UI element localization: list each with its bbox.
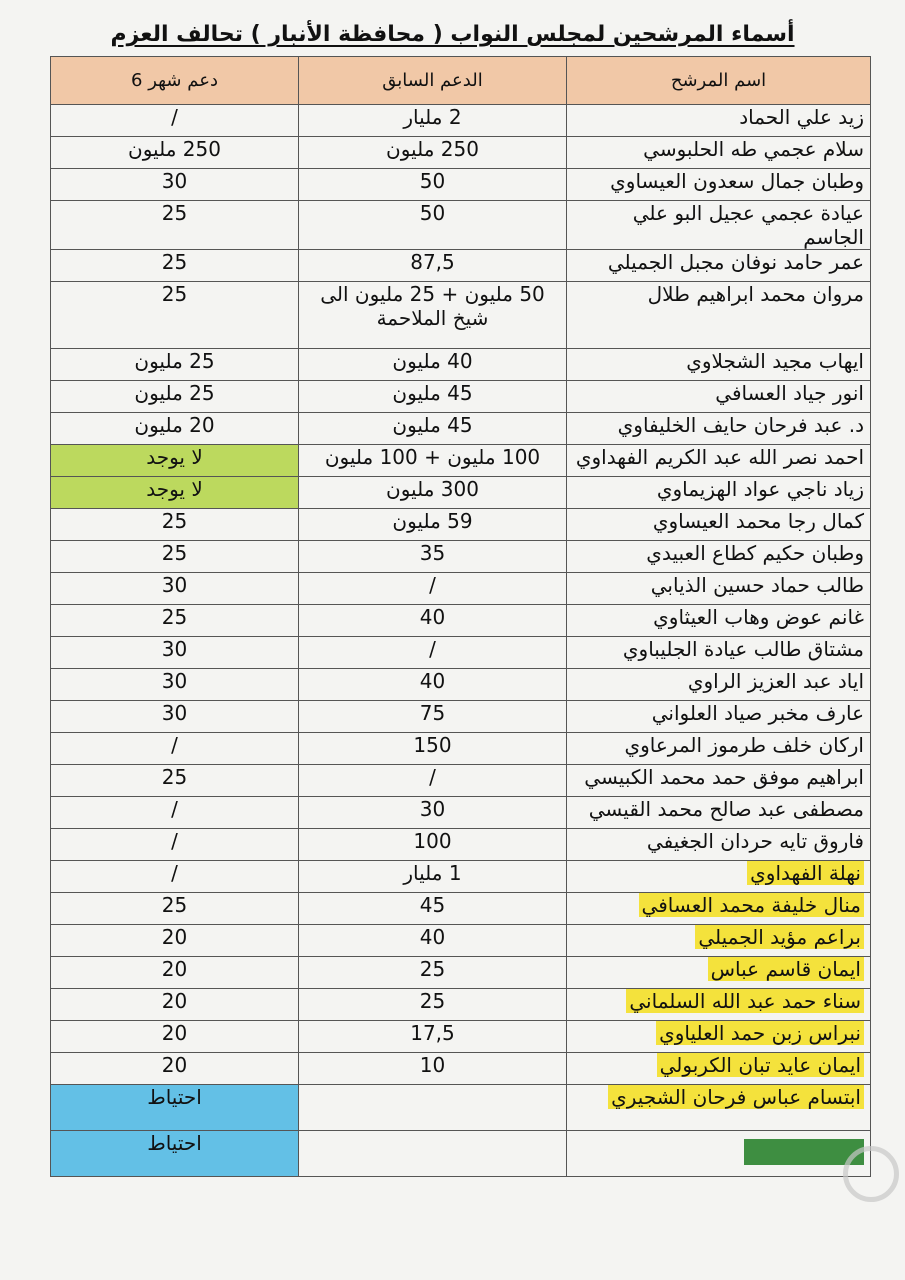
table-row xyxy=(51,829,871,861)
previous-support: 45 مليون xyxy=(299,381,567,413)
candidate-name: اركان خلف طرموز المرعاوي xyxy=(567,733,871,765)
candidate-name: وطبان حكيم كطاع العبيدي xyxy=(567,541,871,573)
six-month-support: لا يوجد xyxy=(51,445,299,477)
previous-support: / xyxy=(299,637,567,669)
six-month-support: 20 xyxy=(51,1053,299,1085)
six-month-support: 25 xyxy=(51,201,299,250)
candidate-name: براعم مؤيد الجميلي xyxy=(695,925,864,949)
candidate-name-cell xyxy=(567,957,871,989)
six-month-support: 30 xyxy=(51,669,299,701)
table-row xyxy=(51,381,871,413)
candidate-name: ايهاب مجيد الشجلاوي xyxy=(567,349,871,381)
candidate-name: سلام عجمي طه الحلبوسي xyxy=(567,137,871,169)
candidate-name: اياد عبد العزيز الراوي xyxy=(567,669,871,701)
six-month-support: 25 xyxy=(51,250,299,282)
candidate-name: انور جياد العسافي xyxy=(567,381,871,413)
table-row xyxy=(51,573,871,605)
table-row xyxy=(51,1021,871,1053)
previous-support: 250 مليون xyxy=(299,137,567,169)
candidate-name-cell xyxy=(567,893,871,925)
six-month-support: 20 xyxy=(51,925,299,957)
table-row xyxy=(51,701,871,733)
candidate-name: نهلة الفهداوي xyxy=(747,861,864,885)
previous-support xyxy=(299,1085,567,1131)
candidate-name: زياد ناجي عواد الهزيماوي xyxy=(567,477,871,509)
candidate-name: عيادة عجمي عجيل البو علي الجاسم xyxy=(567,201,871,250)
six-month-support: / xyxy=(51,733,299,765)
six-month-support: / xyxy=(51,797,299,829)
previous-support: / xyxy=(299,765,567,797)
candidate-name: مروان محمد ابراهيم طلال xyxy=(567,282,871,349)
candidate-name-cell xyxy=(567,1053,871,1085)
candidate-name: كمال رجا محمد العيساوي xyxy=(567,509,871,541)
page-title: أسماء المرشحين لمجلس النواب ( محافظة الأنبار ) تحالف العزم xyxy=(110,22,795,47)
candidate-name: سناء حمد عبد الله السلماني xyxy=(626,989,864,1013)
candidate-name: ايمان قاسم عباس xyxy=(708,957,864,981)
header-previous-support: الدعم السابق xyxy=(299,57,567,105)
table-row xyxy=(51,797,871,829)
candidate-name: فاروق تايه حردان الجغيفي xyxy=(567,829,871,861)
table-row xyxy=(51,445,871,477)
previous-support: 17,5 xyxy=(299,1021,567,1053)
candidate-name-cell xyxy=(567,925,871,957)
table-row xyxy=(51,477,871,509)
six-month-support: 20 xyxy=(51,1021,299,1053)
table-row xyxy=(51,509,871,541)
six-month-support: 25 مليون xyxy=(51,349,299,381)
table-row xyxy=(51,1131,871,1177)
table-row xyxy=(51,1053,871,1085)
candidate-name: ايمان عايد تبان الكربولي xyxy=(657,1053,864,1077)
six-month-support: 25 xyxy=(51,765,299,797)
table-row xyxy=(51,105,871,137)
previous-support: 25 xyxy=(299,989,567,1021)
six-month-support: / xyxy=(51,105,299,137)
six-month-support: 250 مليون xyxy=(51,137,299,169)
six-month-support: 25 xyxy=(51,541,299,573)
table-row xyxy=(51,925,871,957)
previous-support: 87,5 xyxy=(299,250,567,282)
six-month-support: / xyxy=(51,861,299,893)
six-month-support: احتياط xyxy=(51,1131,299,1177)
six-month-support: 30 xyxy=(51,573,299,605)
previous-support: 10 xyxy=(299,1053,567,1085)
table-row xyxy=(51,957,871,989)
six-month-support: 25 xyxy=(51,509,299,541)
previous-support: 2 مليار xyxy=(299,105,567,137)
six-month-support: 25 xyxy=(51,893,299,925)
candidate-name: د. عبد فرحان حايف الخليفاوي xyxy=(567,413,871,445)
six-month-support: لا يوجد xyxy=(51,477,299,509)
candidate-name: منال خليفة محمد العسافي xyxy=(639,893,864,917)
candidate-name: مشتاق طالب عيادة الجليباوي xyxy=(567,637,871,669)
previous-support: 50 مليون + 25 مليون الى شيخ الملاحمة xyxy=(299,282,567,349)
table-row xyxy=(51,201,871,250)
watermark-circle-icon xyxy=(843,1146,899,1202)
candidate-name-cell xyxy=(567,861,871,893)
candidate-name-cell xyxy=(567,1085,871,1131)
candidate-name: وطبان جمال سعدون العيساوي xyxy=(567,169,871,201)
six-month-support: 25 xyxy=(51,605,299,637)
previous-support xyxy=(299,1131,567,1177)
candidate-name: احمد نصر الله عبد الكريم الفهداوي xyxy=(567,445,871,477)
previous-support: 75 xyxy=(299,701,567,733)
table-row xyxy=(51,733,871,765)
table-header-row xyxy=(51,57,871,105)
table-row xyxy=(51,893,871,925)
candidate-name: نبراس زبن حمد العلياوي xyxy=(656,1021,864,1045)
candidate-name-cell xyxy=(567,1021,871,1053)
table-row xyxy=(51,669,871,701)
candidate-name-cell xyxy=(567,1131,871,1177)
previous-support: 25 xyxy=(299,957,567,989)
previous-support: 100 xyxy=(299,829,567,861)
table-row xyxy=(51,137,871,169)
previous-support: 30 xyxy=(299,797,567,829)
six-month-support: احتياط xyxy=(51,1085,299,1131)
header-candidate-name: اسم المرشح xyxy=(567,57,871,105)
table-row xyxy=(51,349,871,381)
candidate-name: عمر حامد نوفان مجبل الجميلي xyxy=(567,250,871,282)
table-row xyxy=(51,250,871,282)
six-month-support: 20 xyxy=(51,957,299,989)
previous-support: 1 مليار xyxy=(299,861,567,893)
table-row xyxy=(51,1085,871,1131)
previous-support: 40 xyxy=(299,669,567,701)
table-row xyxy=(51,541,871,573)
table-row xyxy=(51,413,871,445)
table-row xyxy=(51,989,871,1021)
table-row xyxy=(51,605,871,637)
six-month-support: 30 xyxy=(51,701,299,733)
previous-support: 59 مليون xyxy=(299,509,567,541)
candidate-name: طالب حماد حسين الذيابي xyxy=(567,573,871,605)
six-month-support: / xyxy=(51,829,299,861)
previous-support: 150 xyxy=(299,733,567,765)
candidates-table xyxy=(50,56,871,1177)
six-month-support: 30 xyxy=(51,637,299,669)
previous-support: 35 xyxy=(299,541,567,573)
previous-support: 40 xyxy=(299,925,567,957)
candidate-name-cell xyxy=(567,989,871,1021)
previous-support: 45 مليون xyxy=(299,413,567,445)
table-row xyxy=(51,861,871,893)
candidate-name: عارف مخبر صياد العلواني xyxy=(567,701,871,733)
candidate-name: ابتسام عباس فرحان الشجيري xyxy=(608,1085,864,1109)
table-row xyxy=(51,282,871,349)
previous-support: / xyxy=(299,573,567,605)
previous-support: 40 xyxy=(299,605,567,637)
six-month-support: 20 مليون xyxy=(51,413,299,445)
previous-support: 100 مليون + 100 مليون xyxy=(299,445,567,477)
candidate-name: غانم عوض وهاب العيثاوي xyxy=(567,605,871,637)
candidate-name: مصطفى عبد صالح محمد القيسي xyxy=(567,797,871,829)
six-month-support: 30 xyxy=(51,169,299,201)
candidate-name: ابراهيم موفق حمد محمد الكبيسي xyxy=(567,765,871,797)
table-row xyxy=(51,765,871,797)
candidate-name: زيد علي الحماد xyxy=(567,105,871,137)
six-month-support: 25 مليون xyxy=(51,381,299,413)
previous-support: 50 xyxy=(299,201,567,250)
table-row xyxy=(51,637,871,669)
previous-support: 45 xyxy=(299,893,567,925)
previous-support: 50 xyxy=(299,169,567,201)
previous-support: 300 مليون xyxy=(299,477,567,509)
previous-support: 40 مليون xyxy=(299,349,567,381)
six-month-support: 20 xyxy=(51,989,299,1021)
six-month-support: 25 xyxy=(51,282,299,349)
table-row xyxy=(51,169,871,201)
header-six-month-support: دعم شهر 6 xyxy=(51,57,299,105)
